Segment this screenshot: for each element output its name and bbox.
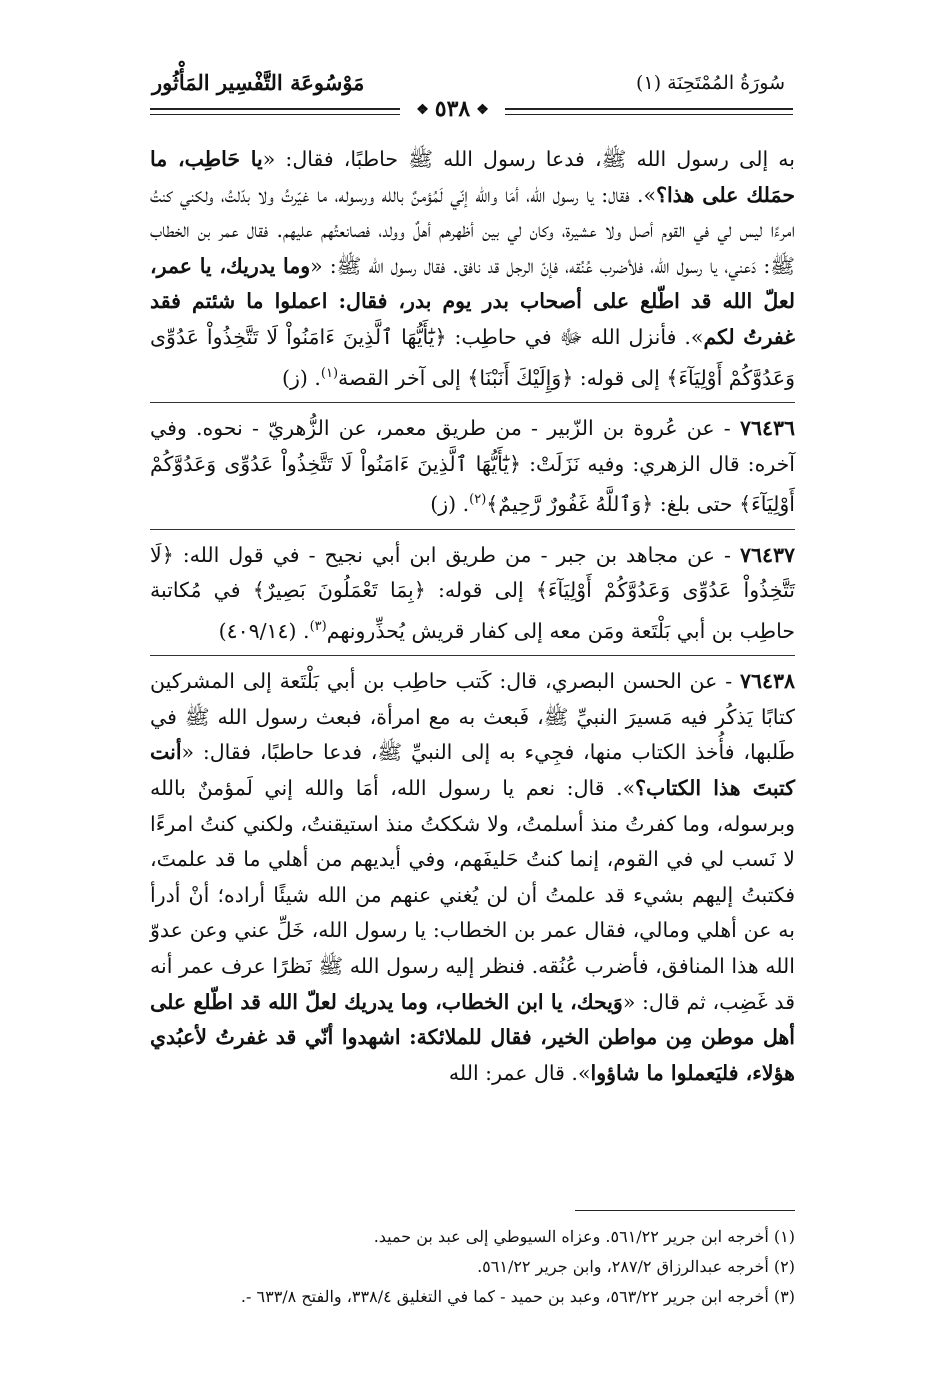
header-rule-right-thin [505,114,793,115]
footnote-item: (١) أخرجه ابن جرير ٥٦١/٢٢. وعزاه السيوطي إلى عبد بن حميد. [373,1227,795,1246]
page-number: ٥٣٨ [434,96,471,122]
footnote-marker[interactable]: (٣) [309,618,327,634]
header-rule-left-thin [150,114,400,115]
text-segment: . (ز) [430,492,470,516]
footnote-marker[interactable]: (١) [320,365,339,381]
footnote-separator [575,1210,795,1211]
paragraph-separator [150,402,795,403]
text-segment: ». قال: نعم يا رسول الله، أمَا والله إني لَمؤمنٌ بالله وبرسوله، وما كفرتُ منذ أسلمتُ، ولا شككتُ منذ استيقنتُ، ولكني كنتُ امرءًا لا نَسب لي في القوم، إنما كنتُ حَليفَهم، وفي أيديهم من أهلي ما قد علمتَ، فكتبتُ إليهم بشيء قد علمتُ أن لن يُغني عنهم من الله شيئًا أراده؛ أنْ أدرأ به عن أهلي ومالي، فقال عمر بن الخطاب: يا رسول الله، خَلِّ عني وعن عدوّ الله هذا المنافق، فأضرب عُنُقه. فنظر إليه رسول الله ﷺ نَظرًا عرف عمر أنه قد غَضِب، ثم قال: « [150,775,795,1014]
paragraph [150,664,795,1091]
ornament-icon: ❖ [416,102,429,118]
bold-quote: وَيحك، يا ابن الخطاب، وما يدريك لعلّ الله قد اطّلع على أهل موطن مِن مواطن الخير، فقال للملائكة: اشهدوا أنّي قد غفرتُ لأعبُدي هؤلاء، فليَعملوا ما شاؤوا [150,989,795,1085]
ornament-icon: ❖ [476,102,489,118]
page-number-block [400,96,505,122]
paragraph-separator [150,655,795,656]
text-segment: ». فأنزل الله ﷻ في حاطِب: ﴿يَٰٓأَيُّهَا ٱلَّذِينَ ءَامَنُواْ لَا تَتَّخِذُواْ عَدُوِّى وَعَدُوَّكُمْ أَوْلِيَآءَ﴾ إلى قوله: ﴿وَإِلَيْكَ أَنَبْنَا﴾ إلى آخر القصة [150,324,795,390]
text-segment: . (ز) [281,365,321,390]
main-text [150,142,795,1097]
text-segment: ». فقال: يا رسول الله، أمَا والله إنّي لَمُؤمنٌ بالله ورسوله، ما غيّرتُ ولا بدّلتُ، ولكني كنتُ امرءًا ليس لي في القوم أصل ولا عشيرة، وكان لي بين أظهرهم أهلٌ وولد، فصانعتُهم عليهم. فقال عمر بن الخطاب ﷺ: دَعني، يا رسول الله، فلأضرب عُنُقه، فإنّ الرجل قد نافق. فقال رسول الله ﷺ: « [150,182,796,278]
paragraph [150,142,795,396]
text-segment: ». قال عمر: الله [448,1060,591,1085]
footnote-marker[interactable]: (٢) [469,492,487,508]
header-rule-right [505,108,793,110]
text-segment: - عن مجاهد بن جبر - من طريق ابن أبي نجيح - في قول الله: ﴿لَا تَتَّخِذُواْ عَدُوِّى وَعَدُوَّكُمْ أَوْلِيَآءَ﴾ إلى قوله: ﴿بِمَا تَعْمَلُونَ بَصِيرٌ﴾ في مُكاتبة حاطِب بن أبي بَلْتَعة ومَن معه إلى كفار قريش يُحذِّرونهم [150,542,795,643]
paragraph-separator [150,529,795,530]
paragraph [150,411,795,523]
bold-quote: يا حَاطِب، ما حمَلك على هذا؟ [150,147,795,207]
bold-quote: وما يدريك، يا عمر، لعلّ الله قد اطّلع على أصحاب بدر يوم بدر، فقال: اعملوا ما شئتم فقد غفرتُ لكم [150,253,795,349]
footnote-item: (٢) أخرجه عبدالرزاق ٢٨٧/٢، وابن جرير ٥٦١/٢٢. [477,1257,795,1276]
paragraph [150,538,795,650]
surah-title: سُورَةُ المُمْتَحِنَة (١) [636,72,785,94]
bold-quote: أنت كتبتَ هذا الكتاب؟ [150,740,795,800]
header-rule-left [150,108,400,110]
text-segment: به إلى رسول الله ﷺ، فدعا رسول الله ﷺ حاطبًا، فقال: « [262,147,795,171]
book-title: مَوْسُوعَة التَّفْسِير المَأْثُور [152,70,365,95]
bold-quote: ٧٦٤٣٧ [739,542,795,567]
bold-quote: ٧٦٤٣٨ [739,669,795,694]
footnote-item: (٣) أخرجه ابن جرير ٥٦٣/٢٢، وعبد بن حميد - كما في التغليق ٣٣٨/٤، والفتح ٦٣٣/٨ -. [240,1287,795,1306]
text-segment: - عن عُروة بن الزّبير - من طريق معمر، عن الزُّهريّ - نحوه. وفي آخره: قال الزهري: وفيه نَزَلَتْ: ﴿يَٰٓأَيُّهَا ٱلَّذِينَ ءَامَنُواْ لَا تَتَّخِذُواْ عَدُوِّى وَعَدُوَّكُمْ أَوْلِيَآءَ﴾ حتى بلغ: ﴿وَٱللَّهُ غَفُورٌ رَّحِيمٌ﴾ [150,415,795,516]
footnotes [150,1222,795,1312]
bold-quote: ٧٦٤٣٦ [739,415,795,440]
text-segment: . (٤٠٩/١٤) [218,618,310,643]
text-segment: - عن الحسن البصري، قال: كَتب حاطِب بن أبي بَلْتَعة إلى المشركين كتابًا يَذكُر فيه مَسيرَ النبيِّ ﷺ، فَبعث به مع امرأة، فبعث رسول الله ﷺ في طَلبها، فأُخذ الكتاب منها، فجِيء به إلى النبيِّ ﷺ، فدعا حاطبًا، فقال: « [150,669,795,765]
